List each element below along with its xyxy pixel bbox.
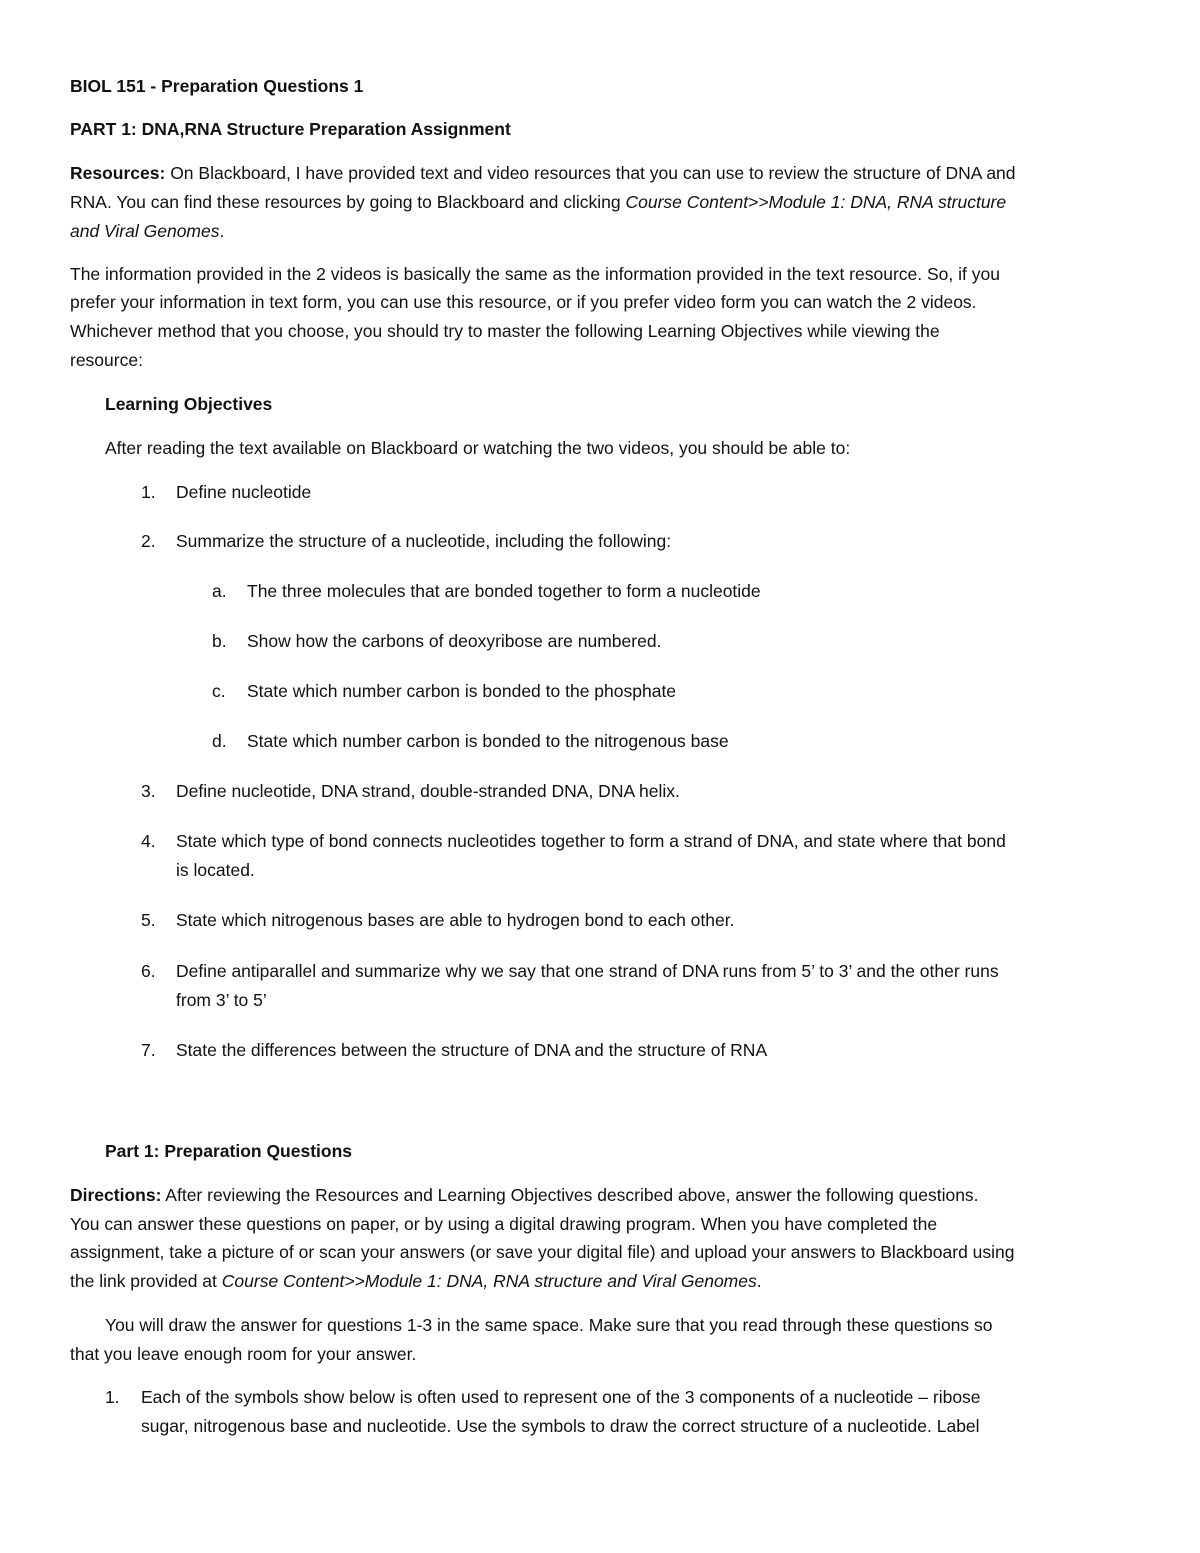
directions-label: Directions: [70, 1185, 162, 1205]
objective-number: 2. [141, 531, 156, 551]
directions-period: . [756, 1271, 762, 1291]
sub-objective-text: State which number carbon is bonded to the phosphate [247, 681, 677, 701]
objective-number: 3. [141, 781, 156, 801]
learning-objectives-intro: After reading the text available on Blackboard or watching the two videos, you should be able to: [105, 438, 851, 458]
resources-path-2: and Viral Genomes [70, 221, 220, 241]
question-text-continued: sugar, nitrogenous base and nucleotide. Use the symbols to draw the correct structure of a nucleotide. Label [141, 1416, 980, 1436]
objective-number: 4. [141, 831, 156, 851]
resources-line-2 [70, 191, 1006, 213]
info-line-2: prefer your information in text form, you can use this resource, or if you prefer video form you can watch the 2 videos. [70, 292, 977, 312]
sub-objective-letter: c. [212, 681, 226, 701]
directions-line-2: You can answer these questions on paper, or by using a digital drawing program. When you have completed the [70, 1214, 938, 1234]
info-line-4: resource: [70, 350, 143, 370]
question-text: Each of the symbols show below is often used to represent one of the 3 components of a nucleotide – ribose [141, 1387, 981, 1407]
objective-number: 1. [141, 482, 156, 502]
objective-text: Define nucleotide [176, 482, 312, 502]
resources-label: Resources: [70, 163, 166, 183]
objective-text-continued: from 3’ to 5’ [176, 990, 267, 1010]
doc-title: BIOL 151 - Preparation Questions 1 [70, 76, 364, 96]
info-line-3: Whichever method that you choose, you should try to master the following Learning Objectives while viewing the [70, 321, 940, 341]
draw-note-line-1: You will draw the answer for questions 1-3 in the same space. Make sure that you read through these questions so [105, 1315, 993, 1335]
prep-questions-heading: Part 1: Preparation Questions [105, 1141, 353, 1161]
directions-line-3: assignment, take a picture of or scan your answers (or save your digital file) and upload your answers to Blackboard using [70, 1242, 1015, 1262]
directions-line-1 [70, 1184, 979, 1206]
resources-line-3 [70, 220, 224, 242]
sub-objective-letter: d. [212, 731, 227, 751]
objective-text: State which type of bond connects nucleotides together to form a strand of DNA, and state where that bond [176, 831, 1006, 851]
objective-number: 7. [141, 1040, 156, 1060]
objective-text: Define antiparallel and summarize why we say that one strand of DNA runs from 5’ to 3’ and the other runs [176, 961, 999, 981]
resources-period: . [219, 221, 225, 241]
objective-text: Summarize the structure of a nucleotide, including the following: [176, 531, 672, 551]
directions-line-4 [70, 1270, 762, 1292]
sub-objective-text: The three molecules that are bonded together to form a nucleotide [247, 581, 761, 601]
directions-path: Course Content>>Module 1: DNA, RNA structure and Viral Genomes [221, 1271, 757, 1291]
objective-text: State which nitrogenous bases are able to hydrogen bond to each other. [176, 910, 735, 930]
directions-text-4: the link provided at [70, 1271, 222, 1291]
objective-number: 6. [141, 961, 156, 981]
objective-text-continued: is located. [176, 860, 255, 880]
objective-number: 5. [141, 910, 156, 930]
sub-objective-text: State which number carbon is bonded to the nitrogenous base [247, 731, 729, 751]
sub-objective-letter: b. [212, 631, 227, 651]
resources-path-1: Course Content>>Module 1: DNA, RNA structure [625, 192, 1007, 212]
info-line-1: The information provided in the 2 videos is basically the same as the information provided in the text resource. So, if you [70, 264, 1000, 284]
resources-text-1: On Blackboard, I have provided text and video resources that you can use to review the structure of DNA and [165, 163, 1016, 183]
question-number: 1. [105, 1387, 120, 1407]
part-heading: PART 1: DNA,RNA Structure Preparation Assignment [70, 119, 511, 139]
learning-objectives-heading: Learning Objectives [105, 394, 273, 414]
objective-text: State the differences between the structure of DNA and the structure of RNA [176, 1040, 768, 1060]
draw-note-line-2: that you leave enough room for your answer. [70, 1344, 417, 1364]
objective-text: Define nucleotide, DNA strand, double-stranded DNA, DNA helix. [176, 781, 680, 801]
sub-objective-letter: a. [212, 581, 227, 601]
resources-line-1 [70, 162, 1016, 184]
resources-text-2: RNA. You can find these resources by going to Blackboard and clicking [70, 192, 626, 212]
sub-objective-text: Show how the carbons of deoxyribose are numbered. [247, 631, 662, 651]
directions-text-1: After reviewing the Resources and Learning Objectives described above, answer the following questions. [161, 1185, 979, 1205]
